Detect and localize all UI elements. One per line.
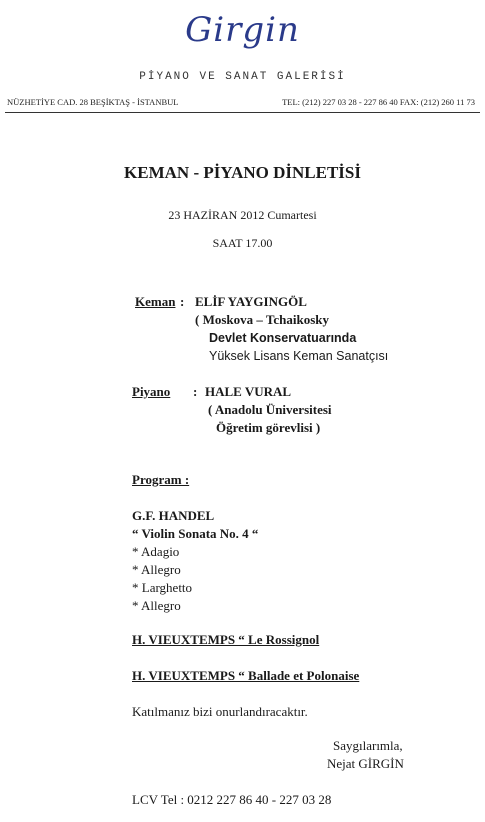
piano-detail-2: Öğretim görevlisi )	[216, 420, 321, 435]
contact-numbers: TEL: (212) 227 03 28 - 227 86 40 FAX: (212) 260 11 73	[282, 97, 475, 107]
movement-1: * Adagio	[132, 544, 180, 559]
event-time: SAAT 17.00	[212, 236, 273, 250]
piece-rossignol: H. VIEUXTEMPS “ Le Rossignol	[132, 632, 320, 647]
program-heading: Program :	[132, 472, 190, 487]
address: NÜZHETİYE CAD. 28 BEŞİKTAŞ - İSTANBUL	[7, 97, 179, 107]
violin-detail-1: ( Moskova – Tchaikosky	[195, 312, 330, 327]
piece-ballade: H. VIEUXTEMPS “ Ballade et Polonaise	[132, 668, 360, 683]
rsvp-phone: LCV Tel : 0212 227 86 40 - 227 03 28	[132, 792, 332, 807]
piano-detail-1: ( Anadolu Üniversitesi	[208, 402, 332, 417]
violin-detail-3: Yüksek Lisans Keman Sanatçısı	[209, 349, 389, 363]
signature-name: Nejat GİRGİN	[327, 756, 404, 771]
piano-sep: :	[193, 384, 198, 399]
gallery-subtitle: PİYANO VE SANAT GALERİSİ	[139, 71, 346, 83]
movement-2: * Allegro	[132, 562, 181, 577]
event-date: 23 HAZİRAN 2012 Cumartesi	[168, 208, 317, 222]
header-divider	[5, 112, 480, 113]
violin-sep: :	[180, 294, 185, 309]
work-handel: “ Violin Sonata No. 4 “	[132, 526, 259, 541]
violin-name: ELİF YAYGINGÖL	[195, 294, 307, 309]
piano-label: Piyano	[132, 384, 171, 399]
violin-label: Keman	[135, 294, 176, 309]
signature-greeting: Saygılarımla,	[333, 738, 403, 753]
page-title: KEMAN - PİYANO DİNLETİSİ	[124, 163, 361, 182]
brand-logo: Girgin	[185, 10, 300, 50]
composer-handel: G.F. HANDEL	[132, 508, 215, 523]
piano-name: HALE VURAL	[205, 384, 292, 399]
movement-3: * Larghetto	[132, 580, 193, 595]
violin-detail-2: Devlet Konservatuarında	[209, 331, 357, 345]
movement-4: * Allegro	[132, 598, 181, 613]
invitation-text: Katılmanız bizi onurlandıracaktır.	[132, 704, 308, 719]
